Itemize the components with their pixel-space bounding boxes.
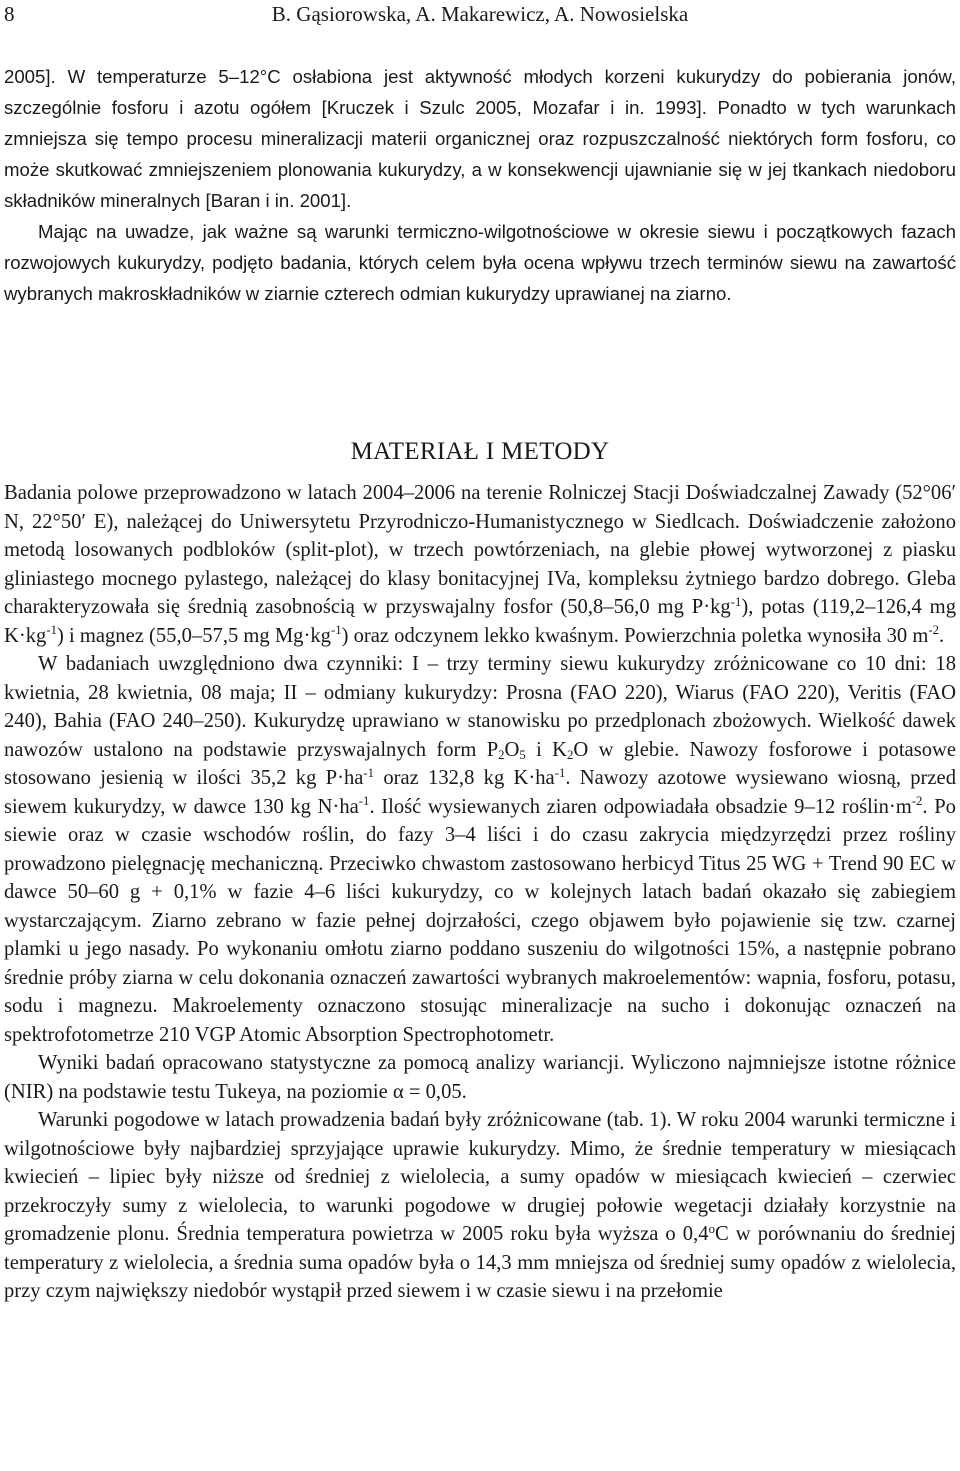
running-head [4,0,956,28]
running-head-authors: B. Gąsiorowska, A. Makarewicz, A. Nowosielska [271,2,689,26]
methods-paragraph: Wyniki badań opracowano statystyczne za pomocą analizy wariancji. Wyliczono najmniejsze istotne różnice (NIR) na podstawie testu Tukeya, na poziomie α = 0,05. [4,1052,956,1103]
intro-paragraph: Mając na uwadze, jak ważne są warunki termiczno-wilgotnościowe w okresie siewu i początkowych fazach rozwojowych kukurydzy, podjęto badania, których celem była ocena wpływu trzech terminów siewu na zawartość wybranych makroskładników w ziarnie czterech odmian kukurydzy uprawianej na ziarno. [4,221,956,304]
intro-section [4,61,956,309]
intro-paragraph: 2005]. W temperaturze 5–12°C osłabiona jest aktywność młodych korzeni kukurydzy do pobierania jonów, szczególnie fosforu i azotu ogółem [Kruczek i Szulc 2005, Mozafar i in. 1993]. Ponadto w tych warunkach zmniejsza się tempo procesu mineralizacji materii organicznej oraz rozpuszczalność niektórych form fosforu, co może skutkować zmniejszeniem plonowania kukurydzy, a w konsekwencji ujawnianie się w jej tkankach niedoboru składników mineralnych [Baran i in. 2001]. [4,66,956,211]
page-number: 8 [4,2,15,26]
methods-paragraph: Warunki pogodowe w latach prowadzenia badań były zróżnicowane (tab. 1). W roku 2004 warunki termiczne i wilgotnościowe były najbardziej sprzyjające uprawie kukurydzy. Mimo, że średnie temperatury w miesiącach kwiecień – lipiec były niższe od średniej z wielolecia, a sumy opadów w miesiącach kwiecień – czerwiec przekroczyły sumy z wielolecia, to warunki pogodowe w drugiej połowie wegetacji działały korzystnie na gromadzenie plonu. Średnia temperatura powietrza w 2005 roku była wyższa o 0,4$^o$C w porównaniu do średniej temperatury z wielolecia, a średnia suma opadów była o 14,3 mm mniejsza od średniej sumy opadów z wielolecia, przy czym największy niedobór wystąpił przed siewem i w czasie siewu i na przełomie [4,1109,957,1302]
section-heading: MATERIAŁ I METODY [350,437,610,465]
methods-paragraph: W badaniach uwzględniono dwa czynniki: I – trzy terminy siewu kukurydzy zróżnicowane co 10 dni: 18 kwietnia, 28 kwietnia, 08 maja; II – odmiany kukurydzy: Prosna (FAO 220), Wiarus (FAO 220), Veritis (FAO 240), Bahia (FAO 240–250). Kukurydzę uprawiano w stanowisku po przedplonach zbożowych. Wielkość dawek nawozów ustalono na podstawie przyswajalnych form $P_2O_5$ i $K_2O$ w glebie. Nawozy fosforowe i potasowe stosowano jesienią w ilości 35,2 kg $P\cdot ha^{-1}$ oraz 132,8 kg $K\cdot ha^{-1}$. Nawozy azotowe wysiewano wiosną, przed siewem kukurydzy, w dawce 130 kg $N\cdot ha^{-1}$. Ilość wysiewanych ziaren odpowiadała obsadzie 9–12 $roślin\cdot m^{-2}$. Po siewie oraz w czasie wschodów roślin, do fazy 3–4 liści i do czasu zakrycia międzyrzędzi przez rośliny prowadzono pielęgnację mechaniczną. Przeciwko chwastom zastosowano herbicyd Titus 25 WG + Trend 90 EC w dawce 50–60 g + 0,1% w fazie 4–6 liści kukurydzy, co w kolejnych latach badań okazało się zabiegiem wystarczającym. Ziarno zebrano w fazie pełnej dojrzałości, czego objawem było pojawienie się tzw. czarnej plamki u jego nasady. Po wykonaniu omłotu ziarno poddano suszeniu do wilgotności 15%, a następnie pobrano średnie próby ziarna w celu dokonania oznaczeń zawartości wybranych makroelementów: wapnia, fosforu, potasu, sodu i magnezu. Makroelementy oznaczono stosując mineralizacje na sucho i dokonując oznaczeń na spektrofotometrze 210 VGP Atomic Absorption Spectrophotometr. [4,653,957,1046]
methods-section [4,479,956,1306]
methods-paragraph: Badania polowe przeprowadzono w latach 2004–2006 na terenie Rolniczej Stacji Doświadczalnej Zawady (52°06′ N, 22°50′ E), należącej do Uniwersytetu Przyrodniczo-Humanistycznego w Siedlcach. Doświadczenie założono metodą losowanych podbloków (split-plot), w trzech powtórzeniach, na glebie płowej wytworzonej z piasku gliniastego mocnego pylastego, należącej do klasy bonitacyjnej IVa, kompleksu żytniego bardzo dobrego. Gleba charakteryzowała się średnią zasobnością w przyswajalny fosfor (50,8–56,0 mg $P\cdot kg^{-1}$), potas (119,2–126,4 mg $K\cdot kg^{-1}$) i magnez (55,0–57,5 mg $Mg\cdot kg^{-1}$) oraz odczynem lekko kwaśnym. Powierzchnia poletka wynosiła 30 $m^{-2}$. [4,482,956,647]
